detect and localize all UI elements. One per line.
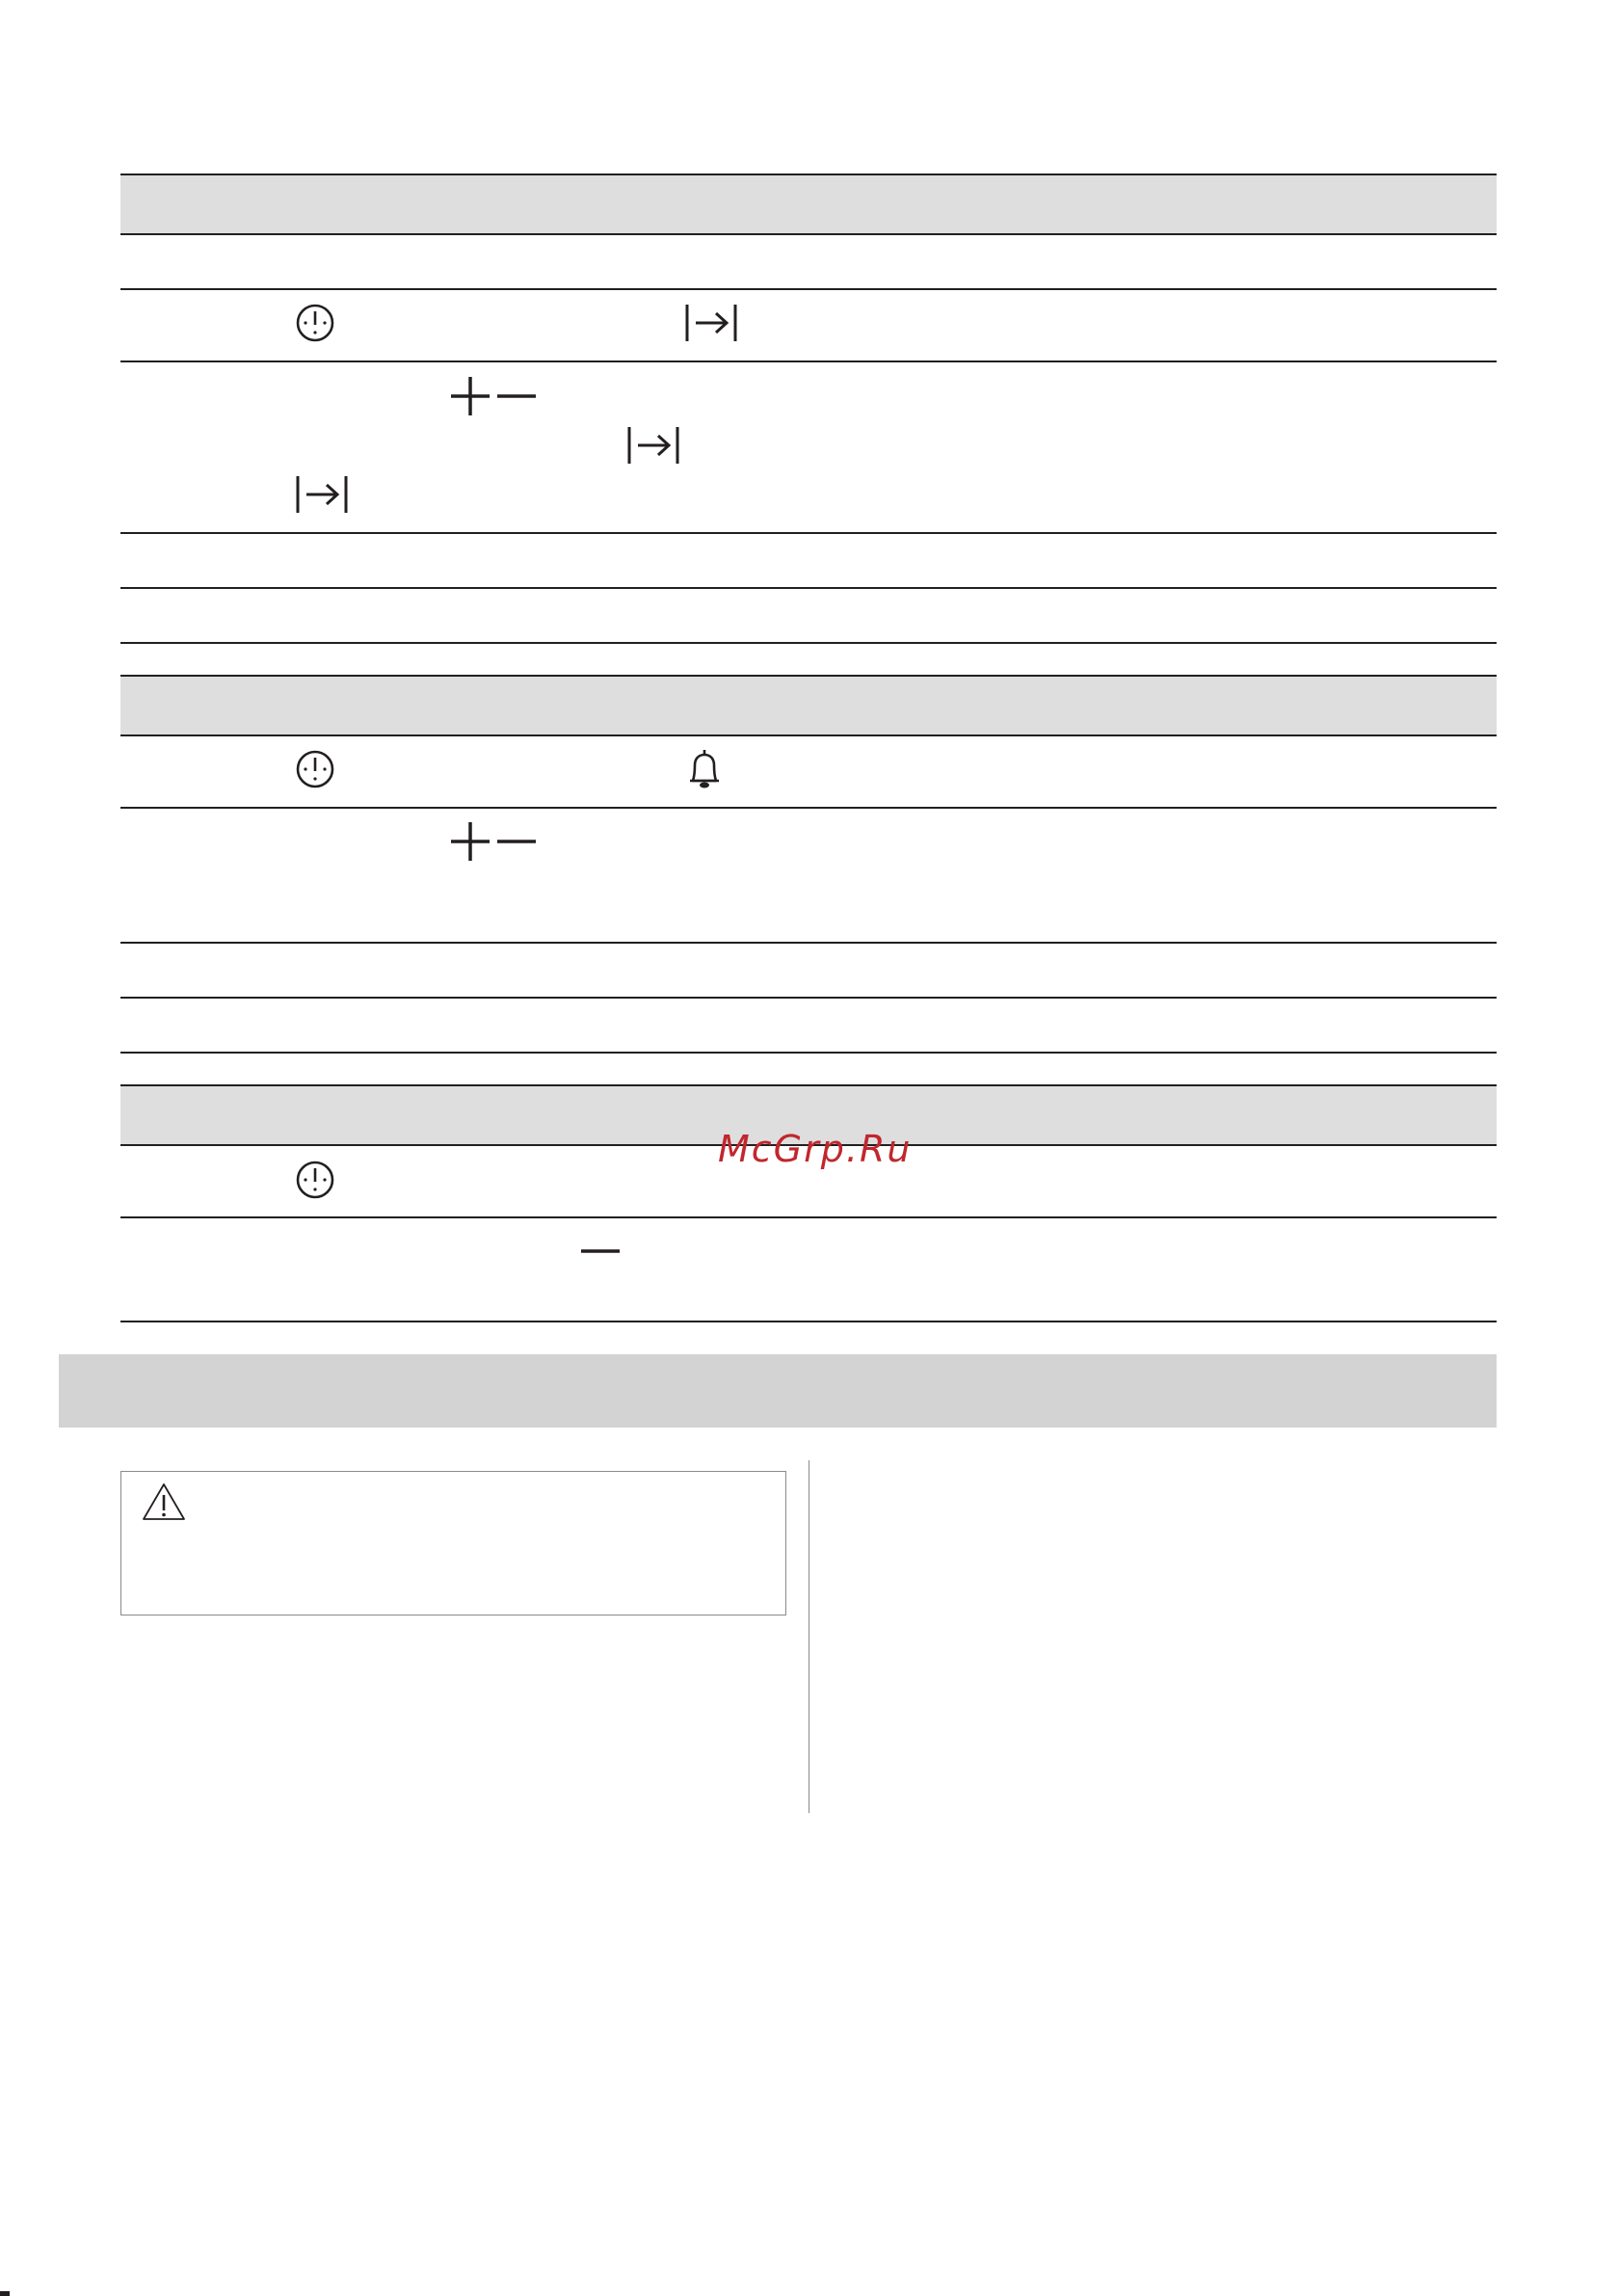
minus-icon — [495, 375, 538, 417]
table-row-divider — [120, 587, 1497, 589]
table-row-divider — [120, 532, 1497, 534]
minus-icon — [495, 820, 538, 863]
skip-to-end-icon — [684, 303, 738, 343]
clock-icon — [295, 303, 335, 343]
section-heading-bar — [59, 1354, 1497, 1428]
table-row-divider — [120, 942, 1497, 944]
table-row-divider — [120, 1052, 1497, 1054]
table-row-divider — [120, 1321, 1497, 1322]
table-1-header-band — [120, 174, 1497, 235]
table-row-divider — [120, 997, 1497, 999]
clock-icon — [295, 1160, 335, 1200]
plus-icon — [449, 375, 491, 417]
warning-box — [120, 1471, 786, 1615]
page-corner-mark — [0, 2291, 10, 2296]
table-2-header-band — [120, 675, 1497, 736]
table-row-divider — [120, 642, 1497, 644]
minus-icon — [579, 1230, 622, 1272]
skip-to-end-icon — [295, 474, 349, 515]
watermark: McGrp.Ru — [718, 1128, 913, 1170]
table-row-divider — [120, 1216, 1497, 1218]
skip-to-end-icon — [626, 425, 680, 466]
table-row-divider — [120, 807, 1497, 809]
plus-icon — [449, 820, 491, 863]
bell-icon — [686, 748, 723, 790]
clock-icon — [295, 749, 335, 789]
warning-triangle-icon — [141, 1482, 187, 1522]
table-row-divider — [120, 360, 1497, 362]
table-row-divider — [120, 288, 1497, 290]
